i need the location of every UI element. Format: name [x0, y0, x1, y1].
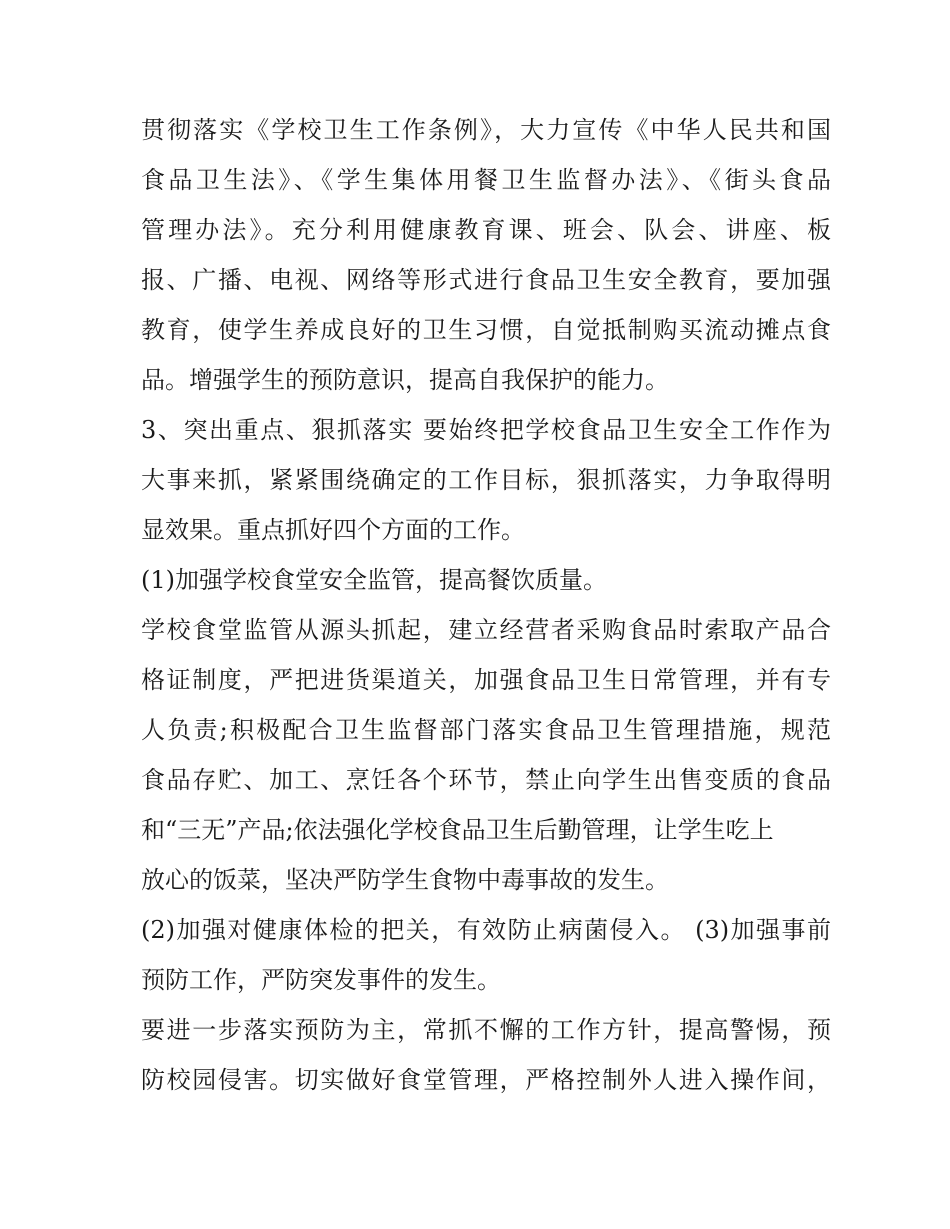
text-line: 教育，使学生养成良好的卫生习惯，自觉抵制购买流动摊点食 [141, 316, 831, 344]
text-line: 和“三无”产品;依法强化学校食品卫生后勤管理，让学生吃上 [141, 816, 774, 844]
text-line: 大事来抓，紧紧围绕确定的工作目标，狠抓落实，力争取得明 [141, 466, 831, 494]
text-line: 预防工作，严防突发事件的发生。 [141, 966, 501, 994]
text-line: 要进一步落实预防为主，常抓不懈的工作方针，提高警惕，预 [141, 1016, 831, 1044]
text-line: 防校园侵害。切实做好食堂管理，严格控制外人进入操作间， [141, 1066, 831, 1094]
text-line: 显效果。重点抓好四个方面的工作。 [141, 516, 525, 544]
text-line: 管理办法》。充分利用健康教育课、班会、队会、讲座、板 [141, 216, 831, 244]
text-line: 学校食堂监管从源头抓起，建立经营者采购食品时索取产品合 [141, 616, 831, 644]
text-line: (2)加强对健康体检的把关，有效防止病菌侵入。 (3)加强事前 [141, 916, 831, 944]
text-line: 品。增强学生的预防意识，提高自我保护的能力。 [141, 366, 669, 394]
text-line: 报、广播、电视、网络等形式进行食品卫生安全教育，要加强 [141, 266, 831, 294]
text-line: 贯彻落实《学校卫生工作条例》，大力宣传《中华人民共和国 [141, 116, 831, 144]
text-line: (1)加强学校食堂安全监管，提高餐饮质量。 [141, 566, 607, 594]
text-line: 人负责;积极配合卫生监督部门落实食品卫生管理措施，规范 [141, 716, 831, 744]
text-line: 食品卫生法》、《学生集体用餐卫生监督办法》、《街头食品 [141, 166, 831, 194]
text-line: 放心的饭菜，坚决严防学生食物中毒事故的发生。 [141, 866, 669, 894]
text-line: 格证制度，严把进货渠道关，加强食品卫生日常管理，并有专 [141, 666, 831, 694]
text-line: 3、突出重点、狠抓落实 要始终把学校食品卫生安全工作作为 [141, 416, 831, 444]
text-line: 食品存贮、加工、烹饪各个环节，禁止向学生出售变质的食品 [141, 766, 831, 794]
